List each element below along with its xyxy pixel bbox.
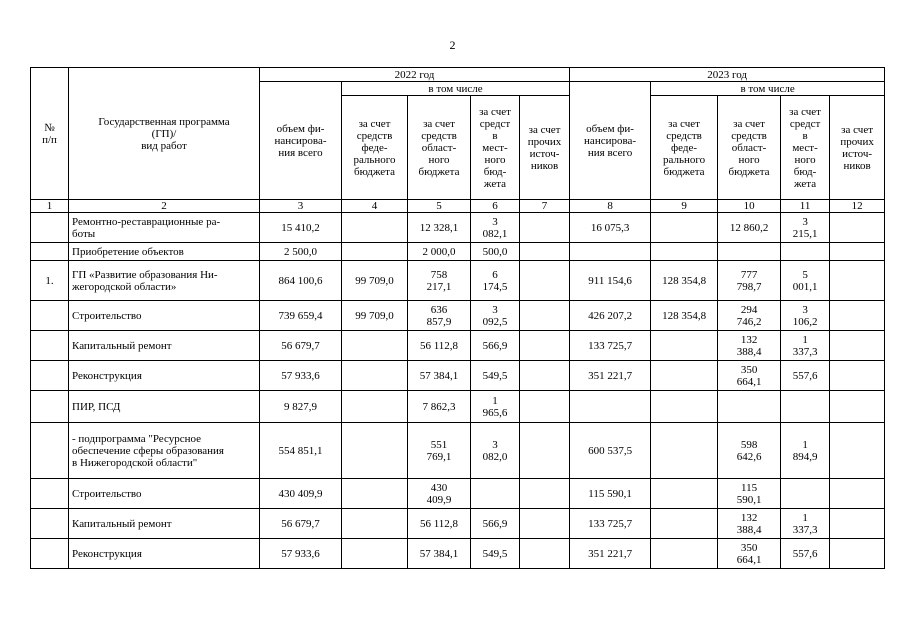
value-cell: 636 857,9 (408, 301, 471, 331)
header-year-2023: 2023 год (570, 68, 885, 82)
row-number-cell (31, 361, 69, 391)
value-cell (520, 539, 570, 569)
value-cell (471, 479, 520, 509)
column-index-row (31, 200, 885, 213)
value-cell: 549,5 (471, 539, 520, 569)
value-cell (830, 331, 885, 361)
row-name-cell: Ремонтно-реставрационные ра- боты (69, 213, 260, 243)
value-cell: 3 215,1 (781, 213, 830, 243)
value-cell: 557,6 (781, 539, 830, 569)
value-cell: 864 100,6 (260, 261, 342, 301)
value-cell: 3 092,5 (471, 301, 520, 331)
value-cell: 739 659,4 (260, 301, 342, 331)
value-cell (651, 213, 718, 243)
value-cell: 133 725,7 (570, 509, 651, 539)
value-cell: 132 388,4 (718, 331, 781, 361)
value-cell: 9 827,9 (260, 391, 342, 423)
value-cell (830, 509, 885, 539)
value-cell: 1 337,3 (781, 331, 830, 361)
value-cell: 115 590,1 (570, 479, 651, 509)
value-cell: 566,9 (471, 509, 520, 539)
value-cell: 2 000,0 (408, 243, 471, 261)
value-cell: 56 112,8 (408, 331, 471, 361)
header-2023-other: за счет прочих источ- ников (830, 96, 885, 200)
value-cell (830, 361, 885, 391)
value-cell (520, 301, 570, 331)
header-2023-regional: за счет средств област- ного бюджета (718, 96, 781, 200)
value-cell: 115 590,1 (718, 479, 781, 509)
header-2023-including: в том числе (651, 82, 885, 96)
value-cell: 1 894,9 (781, 423, 830, 479)
value-cell (830, 261, 885, 301)
table-row (31, 539, 885, 569)
value-cell: 12 328,1 (408, 213, 471, 243)
column-index: 6 (471, 200, 520, 213)
page-number: 2 (449, 38, 456, 52)
value-cell (781, 391, 830, 423)
value-cell: 3 106,2 (781, 301, 830, 331)
value-cell (520, 243, 570, 261)
value-cell (830, 479, 885, 509)
value-cell: 430 409,9 (260, 479, 342, 509)
value-cell (342, 213, 408, 243)
row-name-cell: Строительство (69, 479, 260, 509)
value-cell (520, 391, 570, 423)
value-cell: 557,6 (781, 361, 830, 391)
column-index: 11 (781, 200, 830, 213)
value-cell: 758 217,1 (408, 261, 471, 301)
row-number-cell (31, 479, 69, 509)
value-cell (830, 391, 885, 423)
value-cell: 294 746,2 (718, 301, 781, 331)
column-index: 8 (570, 200, 651, 213)
value-cell: 2 500,0 (260, 243, 342, 261)
value-cell: 15 410,2 (260, 213, 342, 243)
value-cell (342, 509, 408, 539)
value-cell (830, 213, 885, 243)
value-cell: 99 709,0 (342, 261, 408, 301)
value-cell: 128 354,8 (651, 261, 718, 301)
value-cell (520, 509, 570, 539)
value-cell (520, 479, 570, 509)
row-number-cell (31, 509, 69, 539)
value-cell: 551 769,1 (408, 423, 471, 479)
column-index: 5 (408, 200, 471, 213)
value-cell: 56 679,7 (260, 509, 342, 539)
column-index: 2 (69, 200, 260, 213)
value-cell (570, 243, 651, 261)
value-cell: 1 337,3 (781, 509, 830, 539)
value-cell (651, 243, 718, 261)
row-number-cell (31, 301, 69, 331)
row-name-cell: ПИР, ПСД (69, 391, 260, 423)
value-cell: 350 664,1 (718, 539, 781, 569)
value-cell: 128 354,8 (651, 301, 718, 331)
value-cell (342, 479, 408, 509)
value-cell (342, 361, 408, 391)
value-cell (342, 423, 408, 479)
value-cell: 12 860,2 (718, 213, 781, 243)
row-number-cell (31, 331, 69, 361)
value-cell (651, 539, 718, 569)
value-cell (342, 243, 408, 261)
row-number-cell: 1. (31, 261, 69, 301)
header-2023-local: за счет средст в мест- ного бюд- жета (781, 96, 830, 200)
header-2022-regional: за счет средств област- ного бюджета (408, 96, 471, 200)
column-index: 10 (718, 200, 781, 213)
header-2022-including: в том числе (342, 82, 570, 96)
value-cell: 566,9 (471, 331, 520, 361)
value-cell: 56 112,8 (408, 509, 471, 539)
row-name-cell: Капитальный ремонт (69, 331, 260, 361)
value-cell (781, 243, 830, 261)
row-name-cell: Строительство (69, 301, 260, 331)
value-cell: 598 642,6 (718, 423, 781, 479)
row-name-cell: ГП «Развитие образования Ни- жегородской области» (69, 261, 260, 301)
value-cell (520, 261, 570, 301)
row-number-cell (31, 423, 69, 479)
column-index: 4 (342, 200, 408, 213)
header-num: № п/п (31, 68, 69, 200)
row-number-cell (31, 391, 69, 423)
column-index: 3 (260, 200, 342, 213)
table-row (31, 331, 885, 361)
table-row (31, 301, 885, 331)
value-cell: 430 409,9 (408, 479, 471, 509)
value-cell (830, 243, 885, 261)
header-2022-federal: за счет средств феде- рального бюджета (342, 96, 408, 200)
value-cell (520, 331, 570, 361)
value-cell (651, 331, 718, 361)
column-index: 12 (830, 200, 885, 213)
table-row (31, 479, 885, 509)
header-2022-other: за счет прочих источ- ников (520, 96, 570, 200)
row-name-cell: Капитальный ремонт (69, 509, 260, 539)
value-cell: 57 384,1 (408, 539, 471, 569)
value-cell: 57 933,6 (260, 539, 342, 569)
table-row (31, 213, 885, 243)
value-cell (520, 361, 570, 391)
value-cell (830, 539, 885, 569)
value-cell: 5 001,1 (781, 261, 830, 301)
value-cell: 3 082,1 (471, 213, 520, 243)
value-cell: 3 082,0 (471, 423, 520, 479)
row-number-cell (31, 539, 69, 569)
value-cell: 500,0 (471, 243, 520, 261)
header-program: Государственная программа (ГП)/ вид работ (69, 68, 260, 200)
column-index: 1 (31, 200, 69, 213)
row-name-cell: Реконструкция (69, 539, 260, 569)
value-cell: 16 075,3 (570, 213, 651, 243)
row-number-cell (31, 243, 69, 261)
column-index: 9 (651, 200, 718, 213)
value-cell: 99 709,0 (342, 301, 408, 331)
row-name-cell: Реконструкция (69, 361, 260, 391)
value-cell: 554 851,1 (260, 423, 342, 479)
value-cell: 911 154,6 (570, 261, 651, 301)
header-2023-federal: за счет средств феде- рального бюджета (651, 96, 718, 200)
value-cell (651, 509, 718, 539)
value-cell (651, 391, 718, 423)
value-cell: 133 725,7 (570, 331, 651, 361)
value-cell (830, 301, 885, 331)
value-cell (342, 539, 408, 569)
value-cell (718, 391, 781, 423)
value-cell (781, 479, 830, 509)
row-name-cell: - подпрограмма "Ресурсное обеспечение сферы образования в Нижегородской области" (69, 423, 260, 479)
value-cell: 57 384,1 (408, 361, 471, 391)
table-row (31, 243, 885, 261)
value-cell (651, 361, 718, 391)
table-row (31, 261, 885, 301)
header-2022-local: за счет средст в мест- ного бюд- жета (471, 96, 520, 200)
value-cell (718, 243, 781, 261)
value-cell: 777 798,7 (718, 261, 781, 301)
table-row (31, 423, 885, 479)
value-cell: 351 221,7 (570, 539, 651, 569)
value-cell: 600 537,5 (570, 423, 651, 479)
value-cell (651, 479, 718, 509)
value-cell (520, 423, 570, 479)
value-cell: 426 207,2 (570, 301, 651, 331)
value-cell: 1 965,6 (471, 391, 520, 423)
row-name-cell: Приобретение объектов (69, 243, 260, 261)
column-index: 7 (520, 200, 570, 213)
value-cell: 6 174,5 (471, 261, 520, 301)
row-number-cell (31, 213, 69, 243)
value-cell: 56 679,7 (260, 331, 342, 361)
value-cell: 57 933,6 (260, 361, 342, 391)
value-cell (342, 331, 408, 361)
value-cell: 351 221,7 (570, 361, 651, 391)
value-cell: 132 388,4 (718, 509, 781, 539)
value-cell (520, 213, 570, 243)
value-cell: 350 664,1 (718, 361, 781, 391)
header-2022-total: объем фи- нансирова- ния всего (260, 82, 342, 200)
value-cell (651, 423, 718, 479)
table-row (31, 391, 885, 423)
value-cell: 549,5 (471, 361, 520, 391)
table-row (31, 509, 885, 539)
table-row (31, 361, 885, 391)
financing-table (30, 67, 885, 569)
value-cell (830, 423, 885, 479)
value-cell (342, 391, 408, 423)
header-year-2022: 2022 год (260, 68, 570, 82)
header-2023-total: объем фи- нансирова- ния всего (570, 82, 651, 200)
value-cell (570, 391, 651, 423)
value-cell: 7 862,3 (408, 391, 471, 423)
